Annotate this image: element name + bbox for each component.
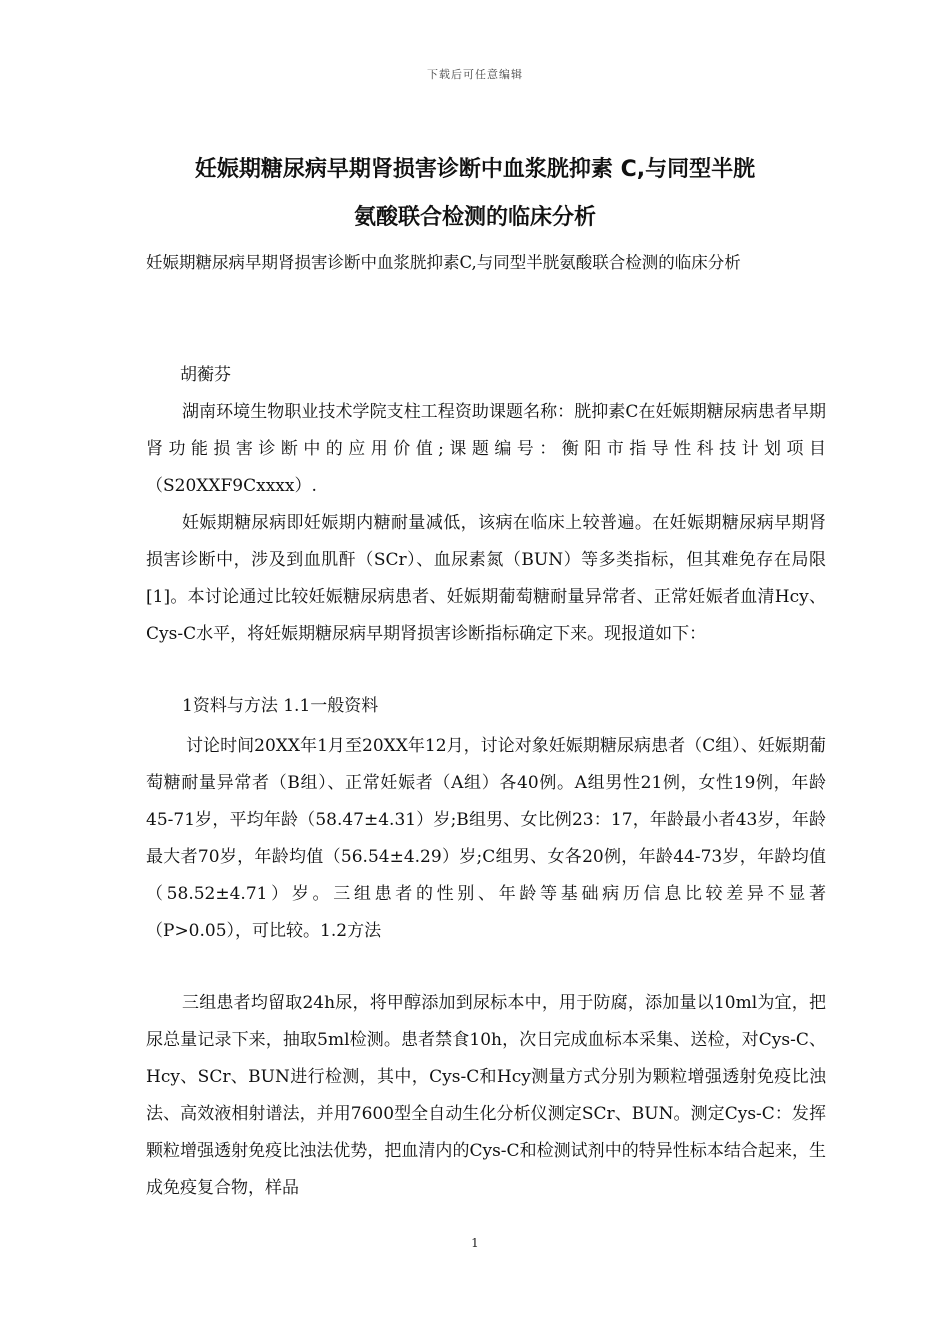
author-name: 胡蘅芬	[180, 365, 231, 385]
document-title-line-2: 氨酸联合检测的临床分析	[353, 205, 596, 230]
page-number: 1	[471, 1236, 479, 1250]
paragraph-funding: 湖南环境生物职业技术学院支柱工程资助课题名称：胱抑素C在妊娠期糖尿病患者早期肾功能损害诊断中的应用价值;课题编号：衡阳市指导性科技计划项目（S20XXF9Cxxxx）.	[146, 402, 826, 496]
paragraph-methods: 三组患者均留取24h尿，将甲醇添加到尿标本中，用于防腐，添加量以10ml为宜，把尿总量记录下来，抽取5ml检测。患者禁食10h，次日完成血标本采集、送检，对Cys-C、Hcy、SCr、BUN进行检测，其中，Cys-C和Hcy测量方式分别为颗粒增强透射免疫比浊法、高效液相射谱法，并用7600型全自动生化分析仪测定SCr、BUN。测定Cys-C：发挥颗粒增强透射免疫比浊法优势，把血清内的Cys-C和检测试剂中的特异性标本结合起来，生成免疫复合物，样品	[146, 993, 826, 1198]
paragraph-introduction: 妊娠期糖尿病即妊娠期内糖耐量减低，该病在临床上较普遍。在妊娠期糖尿病早期肾损害诊断中，涉及到血肌酐（SCr）、血尿素氮（BUN）等多类指标，但其难免存在局限[1]。本讨论通过比较妊娠糖尿病患者、妊娠期葡萄糖耐量异常者、正常妊娠者血清Hcy、Cys-C水平，将妊娠期糖尿病早期肾损害诊断指标确定下来。现报道如下：	[146, 513, 826, 644]
paragraph-materials: 讨论时间20XX年1月至20XX年12月，讨论对象妊娠期糖尿病患者（C组）、妊娠期葡萄糖耐量异常者（B组）、正常妊娠者（A组）各40例。A组男性21例，女性19例，年龄45-71岁，平均年龄（58.47±4.31）岁;B组男、女比例23：17，年龄最小者43岁，年龄最大者70岁，年龄均值（56.54±4.29）岁;C组男、女各20例，年龄44-73岁，年龄均值（58.52±4.71）岁。三组患者的性别、年龄等基础病历信息比较差异不显著（P>0.05），可比较。1.2方法	[146, 736, 826, 941]
document-subtitle: 妊娠期糖尿病早期肾损害诊断中血浆胱抑素C,与同型半胱氨酸联合检测的临床分析	[146, 253, 741, 272]
section-heading: 1资料与方法 1.1一般资料	[182, 696, 379, 716]
header-note: 下载后可任意编辑	[427, 68, 523, 81]
document-title-line-1: 妊娠期糖尿病早期肾损害诊断中血浆胱抑素 C,与同型半胱	[194, 157, 756, 182]
